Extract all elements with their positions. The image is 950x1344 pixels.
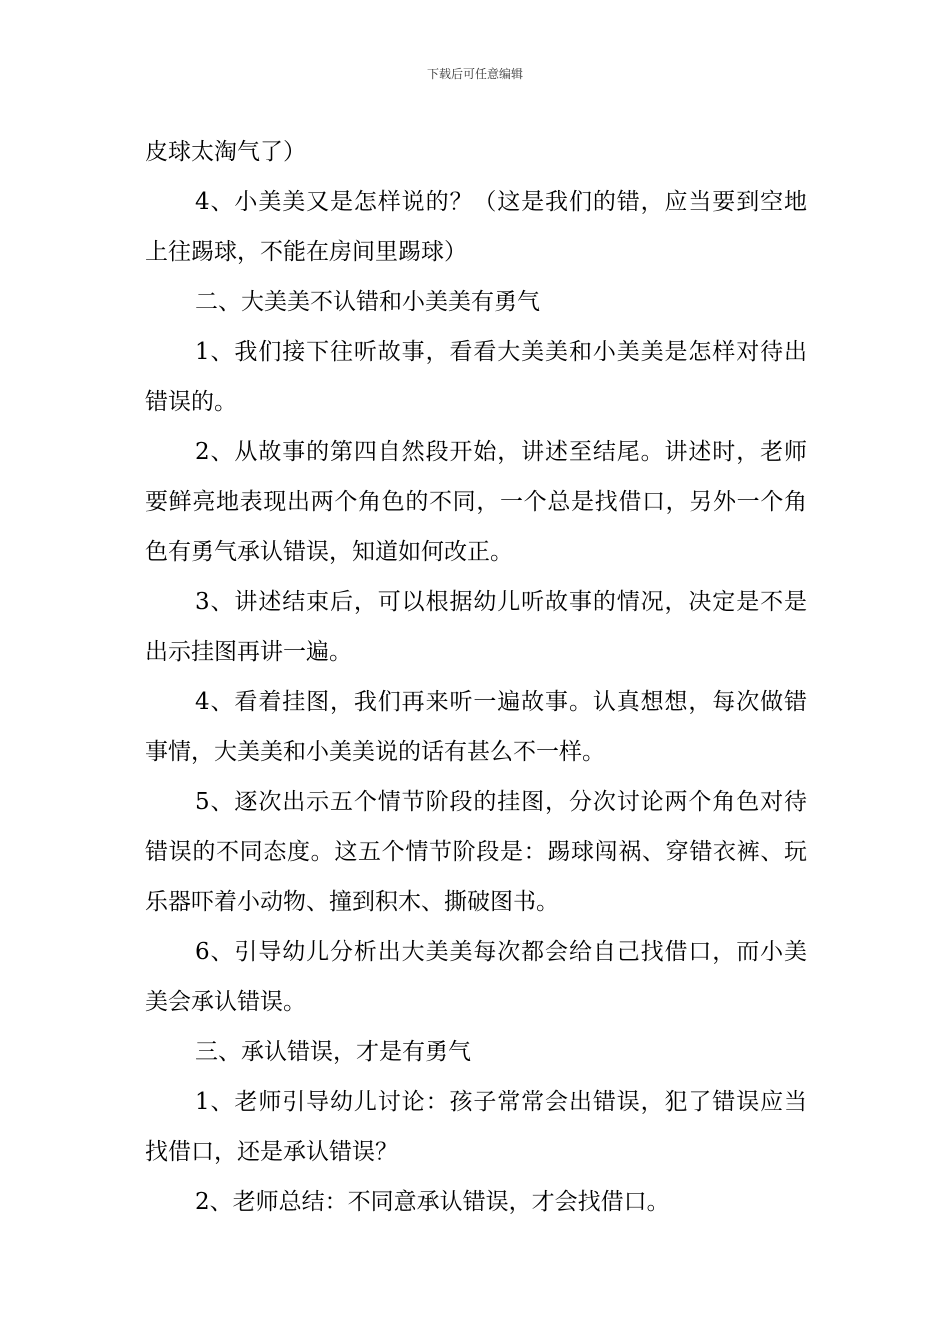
section-heading: 三、承认错误，才是有勇气 <box>195 1039 471 1065</box>
paragraph: 2、从故事的第四自然段开始，讲述至结尾。讲述时，老师要鲜亮地表现出两个角色的不同，一个总是找借口，另外一个角色有勇气承认错误，知道如何改正。 <box>145 439 807 565</box>
paragraph: 6、引导幼儿分析出大美美每次都会给自己找借口，而小美美会承认错误。 <box>145 939 807 1015</box>
paragraph: 2、老师总结：不同意承认错误，才会找借口。 <box>195 1189 670 1215</box>
header-note: 下载后可任意编辑 <box>426 67 523 81</box>
paragraph: 5、逐次出示五个情节阶段的挂图，分次讨论两个角色对待错误的不同态度。这五个情节阶段是：踢球闯祸、穿错衣裤、玩乐器吓着小动物、撞到积木、撕破图书。 <box>145 789 807 915</box>
paragraph: 4、看着挂图，我们再来听一遍故事。认真想想，每次做错事情，大美美和小美美说的话有甚么不一样。 <box>145 689 807 765</box>
section-heading: 二、大美美不认错和小美美有勇气 <box>195 289 540 315</box>
paragraph: 皮球太淘气了） <box>145 139 306 165</box>
paragraph: 1、我们接下往听故事，看看大美美和小美美是怎样对待出错误的。 <box>145 339 807 415</box>
paragraph: 1、老师引导幼儿讨论：孩子常常会出错误，犯了错误应当找借口，还是承认错误？ <box>145 1089 807 1165</box>
paragraph: 3、讲述结束后，可以根据幼儿听故事的情况，决定是不是出示挂图再讲一遍。 <box>145 589 807 665</box>
paragraph: 4、小美美又是怎样说的？（这是我们的错，应当要到空地上往踢球，不能在房间里踢球） <box>145 189 807 265</box>
document-body <box>145 127 807 1227</box>
